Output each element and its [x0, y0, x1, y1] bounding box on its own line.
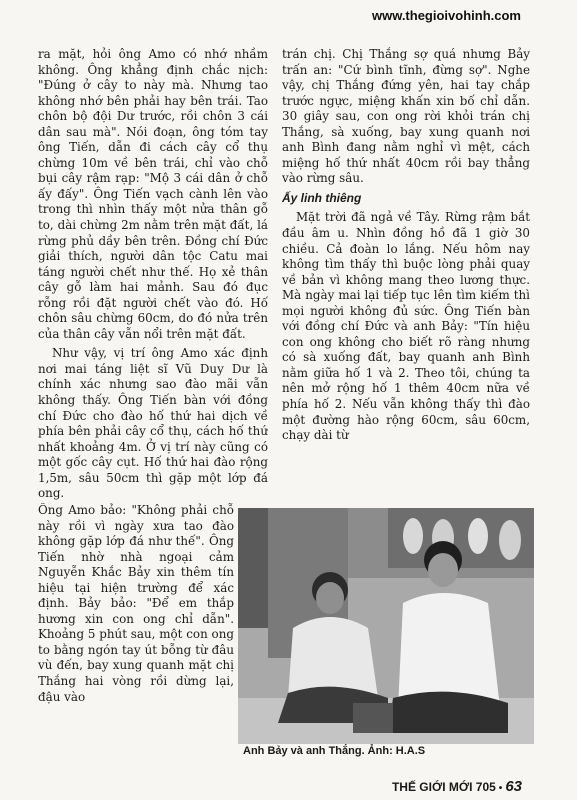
- article-photo: [238, 508, 534, 744]
- section-subheading: Ấy linh thiêng: [282, 190, 362, 205]
- footer-separator: •: [498, 783, 503, 794]
- magazine-name: THẾ GIỚI MỚI 705: [391, 780, 496, 794]
- photo-illustration: [238, 508, 534, 744]
- photo-caption: Anh Bảy và anh Thắng. Ảnh: H.A.S: [243, 745, 426, 757]
- bottom-left-text: [38, 503, 234, 773]
- site-url-watermark: www.thegioivohinh.com: [371, 8, 521, 23]
- page-footer: [392, 778, 522, 795]
- right-paragraph-2: Mặt trời đã ngả về Tây. Rừng rậm bắt đầu âm u. Nhìn đồng hồ đã 1 giờ 30 chiều. Cả đoàn lo lắng. Nếu hôm nay không tìm thấy thì buộc lòng phải quay về bản vì không mang theo lương thực. Mà ngày mai lại tiếp tục lên tìm kiếm thì mọi người không đủ sức. Ông Tiến bàn với đồng chí Đức và anh Bảy: "Tín hiệu con ong không cho biết rõ ràng nhưng có sà xuống đất, bay quanh anh Bình nằm giữa hố 1 và 2. Theo tôi, chúng ta nên mở rộng hố 1 thêm 40cm nữa về phía hố 2. Nếu vẫn không thấy thì đào một đường hào rộng 60cm, sâu 60cm, chạy dài từ: [282, 210, 530, 443]
- bottom-left-paragraph: Ông Amo bảo: "Không phải chỗ này rồi vì ngày xưa tao đào không gặp lớp đá như thế". Ông Tiến nhờ nhà ngoại cảm Nguyễn Khắc Bảy xin thêm tín hiệu tại hiện trường để xác định. Bảy bảo: "Để em thắp hương xin con ong chỉ dẫn". Khoảng 5 phút sau, một con ong to bằng ngón tay út bỗng từ đâu vù đến, bay xung quanh mặt chị Thắng hai vòng rồi dừng lại, đậu vào: [38, 503, 234, 704]
- page-number: 63: [505, 778, 522, 795]
- right-paragraph-1: trán chị. Chị Thắng sợ quá nhưng Bảy trấn an: "Cứ bình tĩnh, đừng sợ". Nghe vậy, chị Thắng đứng yên, hai tay chắp trước ngực, miệng khấn xin bố chỉ dẫn. 30 giây sau, con ong rời khỏi trán chị Thắng, sà xuống, bay xung quanh nơi anh Bình đang nằm nghỉ vì mệt, cách miệng hố thứ nhất 40cm rồi bay thẳng vào rừng sâu.: [282, 47, 530, 186]
- left-paragraph-2: Như vậy, vị trí ông Amo xác định nơi mai táng liệt sĩ Vũ Duy Dư là chính xác nhưng sao đào mãi vẫn không thấy. Ông Tiến bàn với đồng chí Đức cho đào hố thứ hai dịch về phía bên phải cây cổ thụ, cách hố thứ nhất khoảng 4m. Ở vị trí này cũng có một gốc cây cụt. Hố thứ hai đào rộng 1,5m, sâu 50cm thì gặp một lớp đá ong.: [38, 346, 268, 501]
- right-column: [282, 47, 530, 517]
- left-paragraph-1: ra mặt, hỏi ông Amo có nhớ nhầm không. Ông khẳng định chắc nịch: "Đúng ở cây to này mà. Nhưng tao không nhớ bên phải hay bên trái. Tao chôn bộ đội Dư trước, rồi chôn 3 cái dân sau mà". Nói đoạn, ông tóm tay ông Tiến, dẫn đi cách cây cổ thụ chừng 10m về bên trái, chỉ vào chỗ bụi cây rậm rạp: "Mộ 3 cái dân ở chỗ ấy đấy". Ông Tiến vạch cành lên vào trong thì nhìn thấy một nửa thân gỗ to, dài chừng 2m nằm trên mặt đất, lá rừng phủ dầy bên trên. Đồng chí Đức giải thích, người dân tộc Catu mai táng người chết như thế. Họ xẻ thân cây gỗ làm hai mảnh. Sau đó đục rỗng rồi đặt người chết vào đó. Hố chôn sâu chừng 60cm, do đó nửa trên của thân cây vẫn nổi trên mặt đất.: [38, 47, 268, 341]
